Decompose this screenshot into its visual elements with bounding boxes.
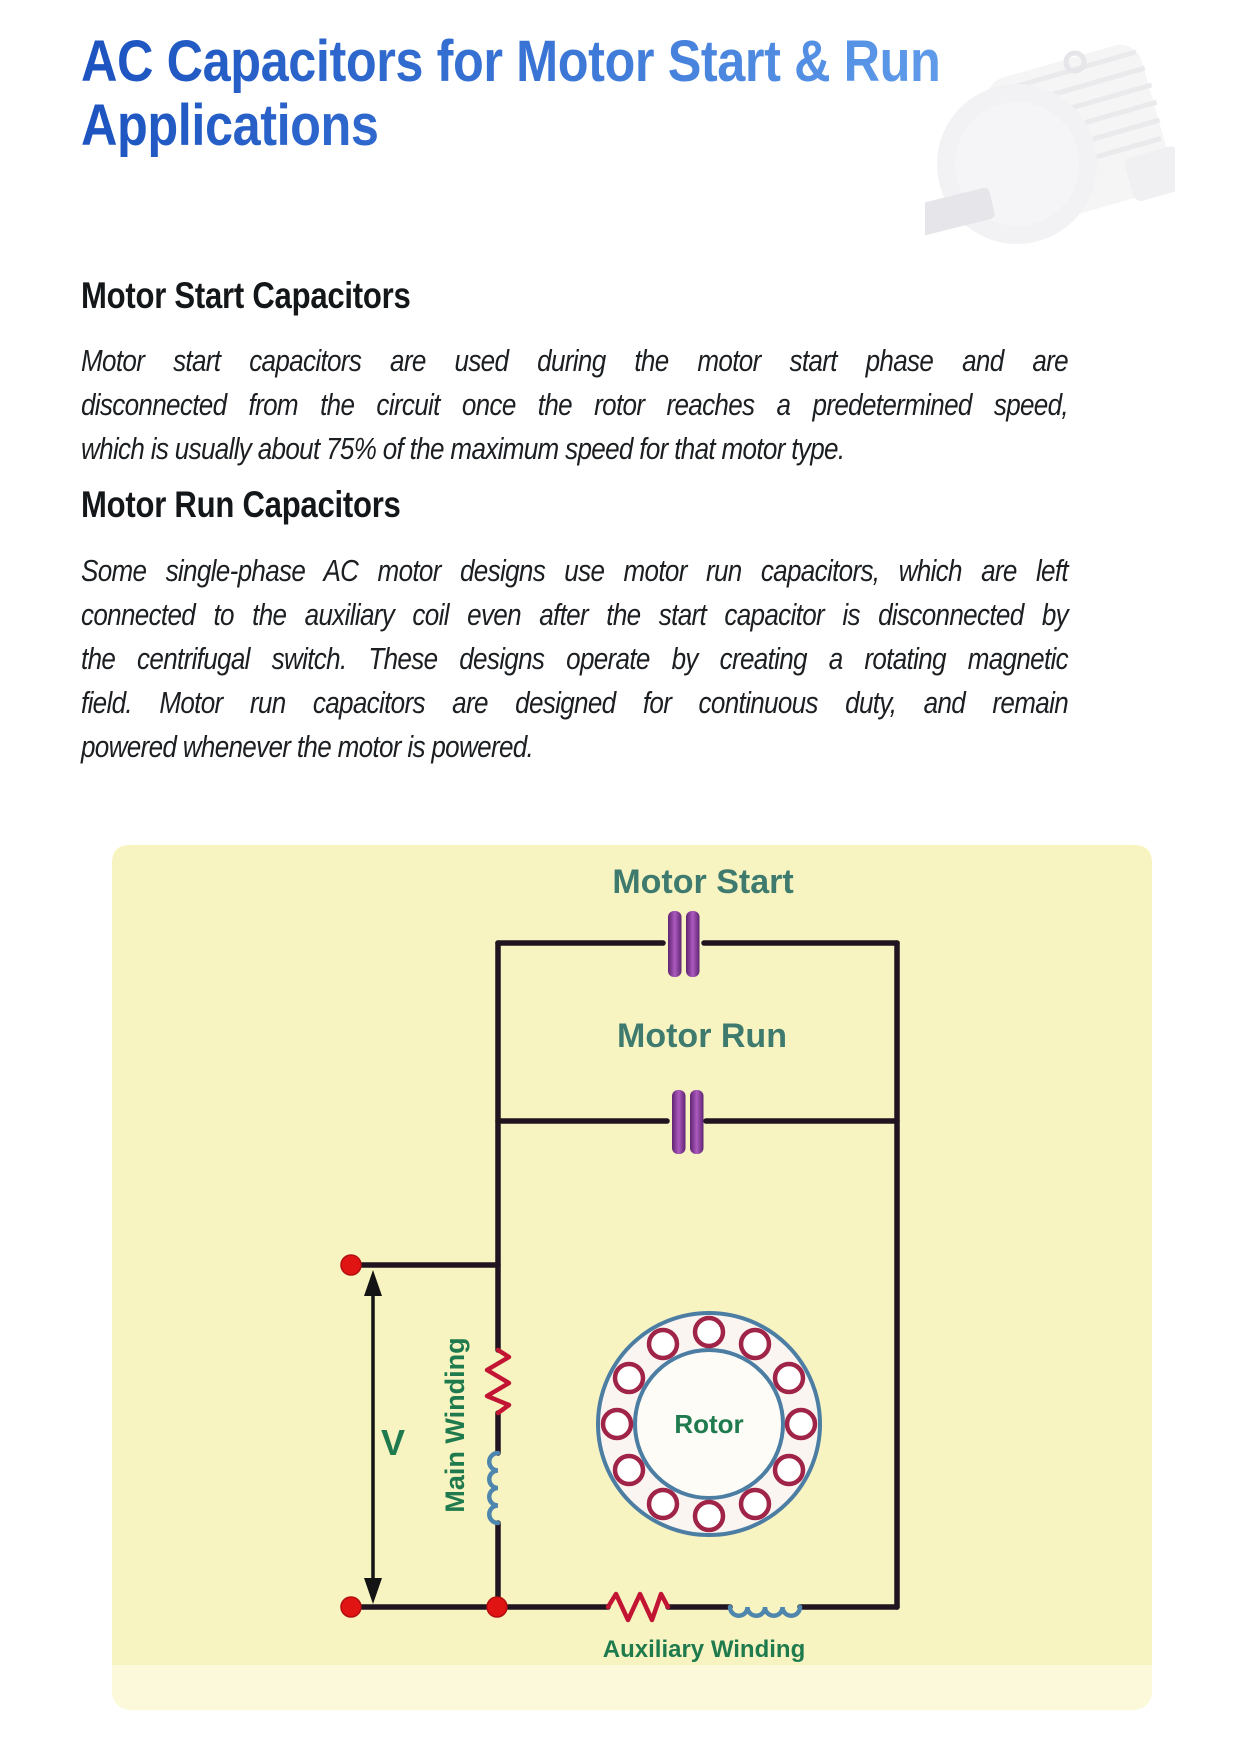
paragraph-line: powered whenever the motor is powered. bbox=[81, 729, 534, 764]
paragraph-line: the centrifugal switch. These designs operate by creating a rotating magnetic bbox=[81, 641, 1068, 676]
paragraph-line: field. Motor run capacitors are designed for continuous duty, and remain bbox=[81, 685, 1068, 720]
auxiliary-winding-label: Auxiliary Winding bbox=[602, 1636, 806, 1663]
section-heading-motor-start: Motor Start Capacitors bbox=[81, 275, 411, 316]
paragraph-line: Motor start capacitors are used during the motor start phase and are bbox=[81, 343, 1068, 378]
page-title-line1: AC Capacitors for Motor Start & Run bbox=[81, 29, 941, 94]
paragraph-line: Some single-phase AC motor designs use motor run capacitors, which are left bbox=[81, 553, 1068, 588]
voltage-label: V bbox=[380, 1422, 406, 1463]
main-winding-label: Main Winding bbox=[440, 1337, 470, 1513]
page-title-line2: Applications bbox=[81, 93, 379, 158]
motor-start-label: Motor Start bbox=[612, 863, 794, 901]
paragraph-motor-run bbox=[81, 549, 1068, 769]
circuit-diagram bbox=[112, 845, 1152, 1710]
rotor-label: Rotor bbox=[674, 1409, 744, 1439]
paragraph-line: connected to the auxiliary coil even after the start capacitor is disconnected by bbox=[81, 597, 1068, 632]
paragraph-motor-start bbox=[81, 339, 1068, 471]
paragraph-line: which is usually about 75% of the maximum speed for that motor type. bbox=[81, 431, 845, 466]
section-heading-motor-run: Motor Run Capacitors bbox=[81, 484, 401, 525]
motor-image bbox=[925, 42, 1175, 252]
paragraph-line: disconnected from the circuit once the rotor reaches a predetermined speed, bbox=[81, 387, 1068, 422]
diagram-panel-main bbox=[112, 845, 1152, 1665]
motor-run-label: Motor Run bbox=[617, 1017, 787, 1055]
